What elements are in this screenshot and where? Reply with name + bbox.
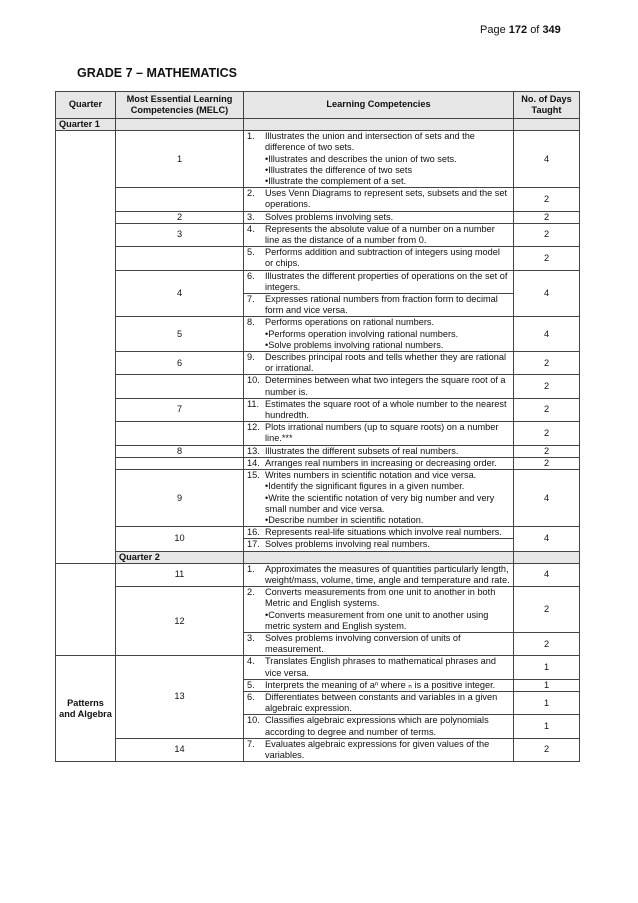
competency-subitem: •Illustrate the complement of a set. — [265, 176, 407, 187]
competency-text: Illustrates the different properties of operations on the set of integers. — [265, 270, 508, 292]
competency-number: 14. — [247, 457, 260, 468]
quarter-2-label: Quarter 2 — [116, 551, 244, 563]
days-taught: 2 — [514, 223, 580, 246]
table-row — [56, 563, 580, 586]
melc-number: 7 — [116, 398, 244, 421]
melc-number — [116, 247, 244, 270]
header-melc: Most Essential Learning Competencies (MELC) — [116, 92, 244, 119]
competency-text: Translates English phrases to mathematical phrases and vice versa. — [265, 656, 496, 678]
competency-text: Determines between what two integers the square root of a number is. — [265, 375, 506, 397]
days-taught: 2 — [514, 587, 580, 633]
melc-number — [116, 422, 244, 445]
days-taught: 4 — [514, 527, 580, 551]
competency-number: 15. — [247, 470, 260, 481]
competency-number: 4. — [247, 223, 255, 234]
competency-subitem: •Illustrates and describes the union of two sets. — [265, 153, 457, 164]
competency-number: 16. — [247, 527, 260, 538]
quarter-1-label: Quarter 1 — [56, 119, 116, 131]
days-taught: 4 — [514, 317, 580, 352]
competency-text: Describes principal roots and tells whether they are rational or irrational. — [265, 352, 507, 374]
competency-number: 2. — [247, 587, 255, 598]
melc-number: 1 — [116, 131, 244, 188]
melc-number: 3 — [116, 223, 244, 246]
competency-text: Evaluates algebraic expressions for given values of the variables. — [265, 738, 490, 760]
competency-number: 13. — [247, 445, 260, 456]
learning-competency — [244, 375, 514, 398]
days-taught: 2 — [514, 398, 580, 421]
table-row — [56, 656, 580, 679]
table-row — [56, 247, 580, 270]
learning-competency — [244, 188, 514, 211]
competency-subitem: •Converts measurement from one unit to another using metric system and English system. — [265, 609, 489, 631]
learning-competency — [244, 223, 514, 246]
learning-competency — [244, 422, 514, 445]
days-taught: 2 — [514, 738, 580, 761]
competency-number: 6. — [247, 691, 255, 702]
competency-text: Classifies algebraic expressions which are polynomials according to degree and number of terms. — [265, 715, 489, 737]
melc-number: 14 — [116, 738, 244, 761]
competency-text: Uses Venn Diagrams to represent sets, subsets and the set operations. — [265, 188, 508, 210]
learning-competency — [244, 247, 514, 270]
page-current: 172 — [508, 24, 528, 36]
days-taught: 2 — [514, 445, 580, 457]
competency-text: Plots irrational numbers (up to square roots) on a number line.*** — [265, 422, 499, 444]
melc-number — [116, 375, 244, 398]
days-taught: 2 — [514, 352, 580, 375]
learning-competency — [244, 738, 514, 761]
competency-text: Interprets the meaning of aⁿ where ₙ is a positive integer. — [265, 679, 496, 690]
table-row — [56, 223, 580, 246]
page-of: of — [530, 24, 540, 36]
competency-subitem: •Describe number in scientific notation. — [265, 514, 424, 525]
learning-competency — [244, 270, 514, 293]
table-row — [56, 131, 580, 188]
competency-number: 3. — [247, 211, 255, 222]
learning-competency — [244, 691, 514, 714]
page-number — [480, 24, 561, 36]
competency-text: Solves problems involving sets. — [265, 211, 394, 222]
melc-number: 9 — [116, 470, 244, 527]
melc-number: 2 — [116, 211, 244, 223]
days-taught: 4 — [514, 470, 580, 527]
days-taught: 1 — [514, 679, 580, 691]
competency-subitem: •Identify the significant figures in a given number. — [265, 481, 465, 492]
melc-number: 13 — [116, 656, 244, 738]
table-row — [56, 445, 580, 457]
competency-text: Expresses rational numbers from fraction form to decimal form and vice versa. — [265, 294, 498, 316]
table-row — [56, 422, 580, 445]
melc-number: 8 — [116, 445, 244, 457]
days-taught: 2 — [514, 632, 580, 655]
melc-number — [116, 188, 244, 211]
competency-subitem: •Illustrates the difference of two sets — [265, 164, 413, 175]
table-row — [56, 352, 580, 375]
competency-text: Illustrates the union and intersection of sets and the difference of two sets. — [265, 131, 475, 153]
competency-text: Solves problems involving real numbers. — [265, 539, 430, 550]
days-taught: 1 — [514, 656, 580, 679]
competency-text: Solves problems involving conversion of units of measurement. — [265, 632, 461, 655]
table-row — [56, 270, 580, 293]
competency-number: 4. — [247, 656, 255, 667]
learning-competency — [244, 352, 514, 375]
melc-number: 5 — [116, 317, 244, 352]
quarter-cell — [56, 563, 116, 656]
days-taught: 2 — [514, 457, 580, 469]
days-taught: 1 — [514, 715, 580, 738]
days-taught: 2 — [514, 247, 580, 270]
learning-competency — [244, 563, 514, 586]
learning-competency — [244, 527, 514, 539]
learning-competency — [244, 656, 514, 679]
document-title: GRADE 7 – MATHEMATICS — [77, 66, 237, 80]
competency-number: 17. — [247, 539, 260, 550]
melc-number: 4 — [116, 270, 244, 317]
days-taught: 4 — [514, 270, 580, 317]
table-row — [56, 188, 580, 211]
competency-text: Represents real-life situations which involve real numbers. — [265, 527, 502, 538]
learning-competency — [244, 211, 514, 223]
competency-text: Arranges real numbers in increasing or decreasing order. — [265, 457, 497, 468]
learning-competency — [244, 587, 514, 633]
learning-competency — [244, 632, 514, 655]
days-taught: 1 — [514, 691, 580, 714]
header-days: No. of Days Taught — [514, 92, 580, 119]
competency-subitem: •Write the scientific notation of very big number and very small number and vice versa. — [265, 492, 495, 514]
table-row — [56, 738, 580, 761]
learning-competency — [244, 679, 514, 691]
days-taught: 2 — [514, 211, 580, 223]
quarter-cell — [56, 131, 116, 564]
content-area-label: Patterns and Algebra — [56, 656, 116, 762]
table-row — [56, 398, 580, 421]
competency-number: 7. — [247, 294, 255, 305]
competency-subitem: •Performs operation involving rational numbers. — [265, 328, 459, 339]
page-prefix: Page — [480, 24, 506, 36]
days-taught: 4 — [514, 563, 580, 586]
days-taught: 2 — [514, 188, 580, 211]
competency-number: 11. — [247, 398, 260, 409]
melc-number: 10 — [116, 527, 244, 551]
competency-number: 9. — [247, 352, 255, 363]
competency-number: 5. — [247, 247, 255, 258]
competency-number: 10. — [247, 375, 260, 386]
competency-number: 8. — [247, 317, 255, 328]
competency-number: 6. — [247, 270, 255, 281]
learning-competency — [244, 457, 514, 469]
competency-text: Estimates the square root of a whole number to the nearest hundredth. — [265, 398, 507, 421]
table-row — [56, 527, 580, 539]
days-taught: 4 — [514, 131, 580, 188]
competency-number: 7. — [247, 738, 255, 749]
competency-table — [55, 91, 580, 762]
melc-number — [116, 457, 244, 469]
learning-competency — [244, 317, 514, 352]
table-row — [56, 587, 580, 633]
melc-number: 11 — [116, 563, 244, 586]
competency-number: 5. — [247, 679, 255, 690]
learning-competency — [244, 131, 514, 188]
competency-number: 1. — [247, 563, 255, 574]
competency-text: Approximates the measures of quantities particularly length, weight/mass, volume, time, angle and temperature and rate. — [265, 563, 510, 585]
page-total: 349 — [542, 24, 561, 36]
table-row — [56, 470, 580, 527]
learning-competency — [244, 445, 514, 457]
competency-number: 1. — [247, 131, 255, 142]
learning-competency — [244, 539, 514, 551]
days-taught: 2 — [514, 422, 580, 445]
header-learning-competencies: Learning Competencies — [244, 92, 514, 119]
competency-text: Represents the absolute value of a number on a number line as the distance of a number from 0. — [265, 223, 495, 246]
days-taught: 2 — [514, 375, 580, 398]
table-row — [56, 375, 580, 398]
competency-number: 10. — [247, 715, 260, 726]
learning-competency — [244, 715, 514, 738]
competency-text: Performs operations on rational numbers. — [265, 317, 435, 328]
table-row — [56, 317, 580, 352]
competency-text: Differentiates between constants and variables in a given algebraic expression. — [265, 691, 498, 714]
competency-number: 2. — [247, 188, 255, 199]
competency-text: Performs addition and subtraction of integers using model or chips. — [265, 247, 500, 269]
header-quarter: Quarter — [56, 92, 116, 119]
learning-competency — [244, 294, 514, 317]
melc-number: 12 — [116, 587, 244, 656]
table-row — [56, 457, 580, 469]
melc-number: 6 — [116, 352, 244, 375]
competency-text: Writes numbers in scientific notation and vice versa. — [265, 470, 477, 481]
competency-text: Converts measurements from one unit to another in both Metric and English systems. — [265, 587, 496, 609]
learning-competency — [244, 398, 514, 421]
learning-competency — [244, 470, 514, 527]
competency-text: Illustrates the different subsets of real numbers. — [265, 445, 459, 456]
table-row — [56, 211, 580, 223]
competency-number: 12. — [247, 422, 260, 433]
competency-number: 3. — [247, 632, 255, 643]
competency-subitem: •Solve problems involving rational numbers. — [265, 339, 444, 350]
